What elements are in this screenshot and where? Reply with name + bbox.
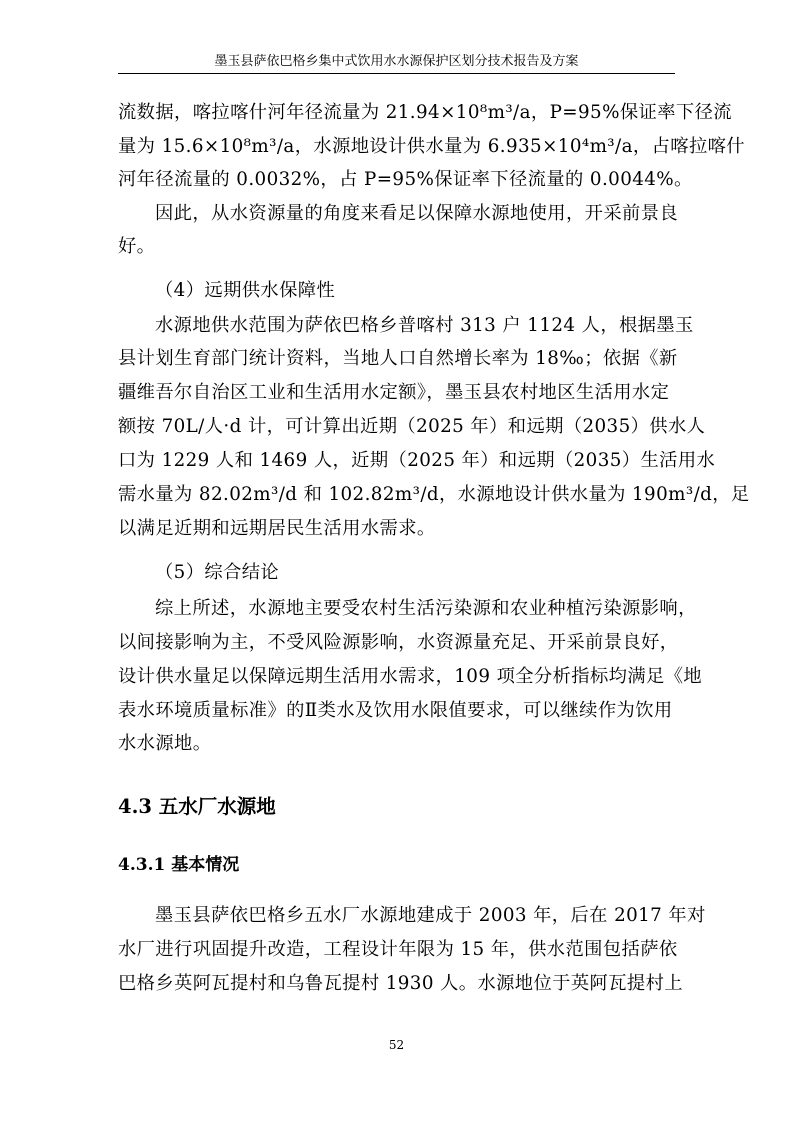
subsection-heading: 4.3.1 基本情况 (118, 855, 240, 875)
section-heading: 4.3 五水厂水源地 (118, 795, 276, 818)
paragraph-line: 河年径流量的 0.0032%，占 P=95%保证率下径流量的 0.0044%。 (118, 169, 693, 190)
page-number: 52 (388, 1038, 405, 1052)
paragraph-line: 以满足近期和远期居民生活用水需求。 (118, 518, 436, 539)
paragraph-line: 水源地供水范围为萨依巴格乡普喀村 313 户 1124 人，根据墨玉 (155, 315, 694, 336)
paragraph-line: 口为 1229 人和 1469 人，近期（2025 年）和远期（2035）生活用水 (118, 450, 716, 471)
paragraph-line: 好。 (118, 236, 156, 257)
running-header: 墨玉县萨依巴格乡集中式饮用水水源保护区划分技术报告及方案 (214, 54, 579, 69)
header-rule (118, 73, 675, 74)
subsection-heading: （4）远期供水保障性 (155, 280, 336, 301)
paragraph-line: 疆维吾尔自治区工业和生活用水定额》，墨玉县农村地区生活用水定 (118, 382, 670, 403)
paragraph-line: 以间接影响为主，不受风险源影响，水资源量充足、开采前景良好， (118, 632, 679, 653)
paragraph-line: 水厂进行巩固提升改造，工程设计年限为 15 年，供水范围包括萨依 (118, 939, 678, 960)
paragraph-line: 量为 15.6×10⁸m³/a，水源地设计供水量为 6.935×10⁴m³/a，占喀拉喀什 (118, 136, 745, 157)
paragraph-line: 表水环境质量标准》的Ⅱ类水及饮用水限值要求，可以继续作为饮用 (118, 700, 673, 721)
paragraph-line: 流数据，喀拉喀什河年径流量为 21.94×10⁸m³/a，P=95%保证率下径流 (118, 102, 732, 123)
paragraph-line: 因此，从水资源量的角度来看足以保障水源地使用，开采前景良 (155, 203, 679, 224)
subsection-heading: （5）综合结论 (155, 562, 280, 583)
paragraph-line: 巴格乡英阿瓦提村和乌鲁瓦提村 1930 人。水源地位于英阿瓦提村上 (118, 973, 683, 994)
paragraph-line: 县计划生育部门统计资料，当地人口自然增长率为 18‰；依据《新 (118, 348, 678, 369)
paragraph-line: 水水源地。 (118, 733, 212, 754)
paragraph-line: 需水量为 82.02m³/d 和 102.82m³/d，水源地设计供水量为 190m³/d，足 (118, 484, 750, 505)
paragraph-line: 设计供水量足以保障远期生活用水需求，109 项全分析指标均满足《地 (118, 666, 703, 687)
paragraph-line: 墨玉县萨依巴格乡五水厂水源地建成于 2003 年，后在 2017 年对 (155, 905, 706, 926)
paragraph-line: 额按 70L/人·d 计，可计算出近期（2025 年）和远期（2035）供水人 (118, 416, 706, 437)
paragraph-line: 综上所述，水源地主要受农村生活污染源和农业种植污染源影响， (155, 598, 697, 619)
